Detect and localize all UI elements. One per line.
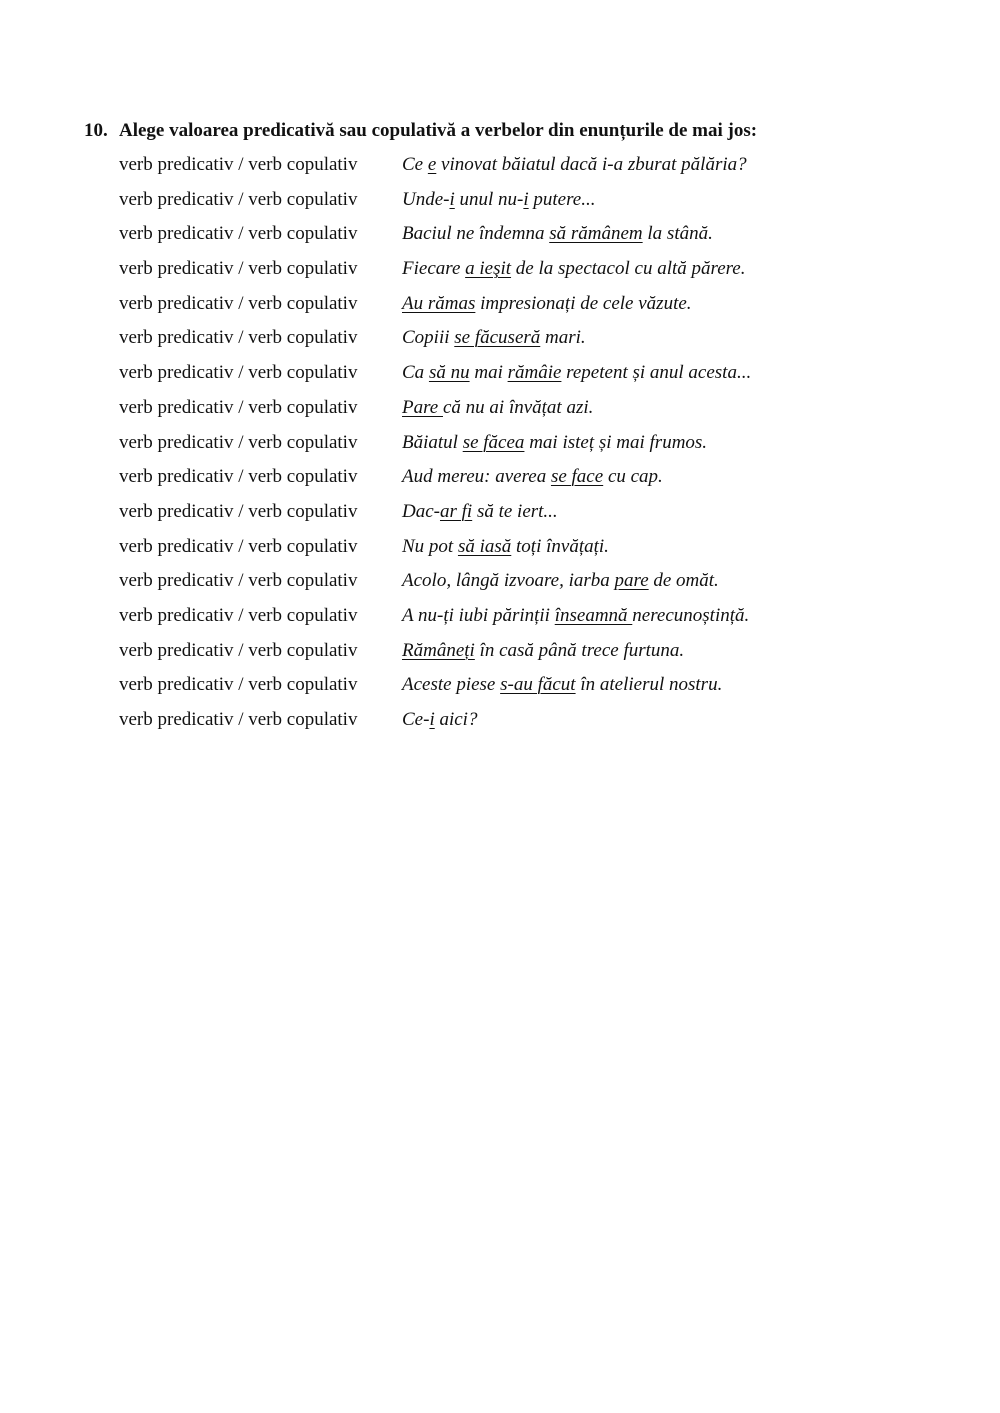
underlined-verb: se făcuseră	[454, 327, 541, 349]
underlined-verb: Rămâneți	[402, 639, 475, 661]
underlined-verb: ar fi	[439, 500, 473, 522]
choice-label[interactable]: verb predicativ / verb copulativ	[119, 223, 358, 245]
exercise-item	[119, 326, 964, 361]
sentence	[402, 535, 609, 570]
sentence-text: Ce	[402, 154, 428, 175]
sentence	[402, 569, 719, 604]
sentence-text: Baciul ne îndemna	[402, 223, 550, 245]
sentence	[402, 257, 746, 292]
sentence-text: Copiii	[402, 327, 455, 349]
sentence-text: putere...	[528, 188, 596, 210]
sentence-text: cu cap.	[603, 466, 663, 488]
sentence	[402, 708, 477, 743]
choice-label[interactable]: verb predicativ / verb copulativ	[119, 604, 358, 626]
sentence-text: Băiatul	[402, 431, 463, 453]
underlined-verb: Au rămas	[402, 292, 476, 314]
choice-label[interactable]: verb predicativ / verb copulativ	[119, 258, 358, 280]
exercise-instruction: Alege valoarea predicativă sau copulativă a verbelor din enunțurile de mai jos:	[119, 120, 758, 141]
sentence-text: Dac-	[402, 500, 440, 522]
sentence-text: mai isteț și mai frumos.	[524, 431, 708, 453]
sentence	[402, 326, 586, 361]
sentence	[402, 153, 747, 188]
underlined-verb: înseamnă	[554, 604, 633, 626]
sentence-text: de la spectacol cu altă părere.	[511, 258, 746, 280]
sentence-text: repetent și anul acesta...	[561, 362, 752, 384]
sentence-text: Aud mereu: averea	[402, 466, 551, 488]
exercise-item	[119, 292, 964, 327]
choice-label[interactable]: verb predicativ / verb copulativ	[119, 709, 358, 730]
underlined-verb: rămâie	[507, 362, 562, 384]
sentence-text: unul nu-	[454, 188, 524, 210]
sentence-text: aici?	[434, 709, 478, 730]
sentence-text: mai	[469, 362, 508, 384]
sentence	[402, 396, 593, 431]
choice-label[interactable]: verb predicativ / verb copulativ	[119, 674, 358, 696]
sentence-text: impresionați de cele văzute.	[475, 292, 692, 314]
sentence-text: A nu-ți iubi părinții	[402, 604, 555, 626]
sentence-text: Ca	[402, 362, 429, 384]
sentence	[402, 222, 713, 257]
exercise-item	[119, 431, 964, 466]
choice-label[interactable]: verb predicativ / verb copulativ	[119, 431, 358, 453]
underlined-verb: se făcea	[462, 431, 525, 453]
sentence-text: toți învățați.	[511, 535, 609, 557]
sentence-text: de omăt.	[648, 570, 719, 592]
underlined-verb: să rămânem	[549, 223, 643, 245]
underlined-verb: i	[449, 188, 455, 210]
sentence-text: Ce-	[402, 709, 430, 730]
choice-label[interactable]: verb predicativ / verb copulativ	[119, 500, 358, 522]
sentence-text: Fiecare	[402, 258, 466, 280]
choice-label[interactable]: verb predicativ / verb copulativ	[119, 154, 358, 175]
exercise-item	[119, 708, 964, 743]
exercise-item	[119, 396, 964, 431]
underlined-verb: să iasă	[457, 535, 512, 557]
sentence	[402, 431, 707, 466]
choice-label[interactable]: verb predicativ / verb copulativ	[119, 639, 358, 661]
choice-label[interactable]: verb predicativ / verb copulativ	[119, 292, 358, 314]
choice-label[interactable]: verb predicativ / verb copulativ	[119, 362, 358, 384]
exercise-item	[119, 569, 964, 604]
sentence-text: Nu pot	[402, 535, 458, 557]
underlined-verb: să nu	[428, 362, 470, 384]
choice-label[interactable]: verb predicativ / verb copulativ	[119, 188, 358, 210]
choice-label[interactable]: verb predicativ / verb copulativ	[119, 535, 358, 557]
sentence-text: că nu ai învățat azi.	[442, 396, 594, 418]
exercise-item	[119, 222, 964, 257]
sentence	[402, 188, 596, 223]
underlined-verb: s-au făcut	[500, 674, 576, 696]
exercise-item	[119, 535, 964, 570]
sentence-text: în casă până trece furtuna.	[474, 639, 685, 661]
choice-label[interactable]: verb predicativ / verb copulativ	[119, 466, 358, 488]
underlined-verb: a ieşit	[465, 258, 512, 280]
exercise-items	[84, 153, 964, 743]
sentence	[402, 500, 558, 535]
sentence-text: Aceste piese	[402, 674, 501, 696]
sentence	[402, 673, 722, 708]
choice-label[interactable]: verb predicativ / verb copulativ	[119, 570, 358, 592]
sentence	[402, 639, 684, 674]
sentence	[402, 604, 749, 639]
exercise-item	[119, 673, 964, 708]
sentence-text: vinovat băiatul dacă i-a zburat pălăria?	[436, 154, 747, 175]
sentence	[402, 361, 751, 396]
exercise-number: 10.	[84, 120, 108, 141]
exercise-10	[84, 118, 964, 743]
choice-label[interactable]: verb predicativ / verb copulativ	[119, 396, 358, 418]
exercise-item	[119, 153, 964, 188]
underlined-verb: e	[427, 154, 437, 175]
sentence-text: nerecunoștință.	[632, 604, 750, 626]
exercise-heading	[84, 118, 964, 144]
sentence-text: la stână.	[642, 223, 713, 245]
exercise-item	[119, 465, 964, 500]
exercise-item	[119, 500, 964, 535]
sentence-text: Unde-	[402, 188, 450, 210]
exercise-item	[119, 361, 964, 396]
sentence-text: să te iert...	[472, 500, 558, 522]
exercise-item	[119, 257, 964, 292]
underlined-verb: se face	[550, 466, 604, 488]
underlined-verb: pare	[614, 570, 649, 592]
exercise-item	[119, 188, 964, 223]
underlined-verb: Pare	[402, 396, 443, 418]
sentence-text: mari.	[540, 327, 586, 349]
sentence-text: Acolo, lângă izvoare, iarba	[402, 570, 615, 592]
underlined-verb: i	[523, 188, 529, 210]
choice-label[interactable]: verb predicativ / verb copulativ	[119, 327, 358, 349]
sentence	[402, 292, 692, 327]
exercise-item	[119, 639, 964, 674]
underlined-verb: i	[429, 709, 435, 730]
sentence-text: în atelierul nostru.	[575, 674, 723, 696]
exercise-item	[119, 604, 964, 639]
sentence	[402, 465, 663, 500]
